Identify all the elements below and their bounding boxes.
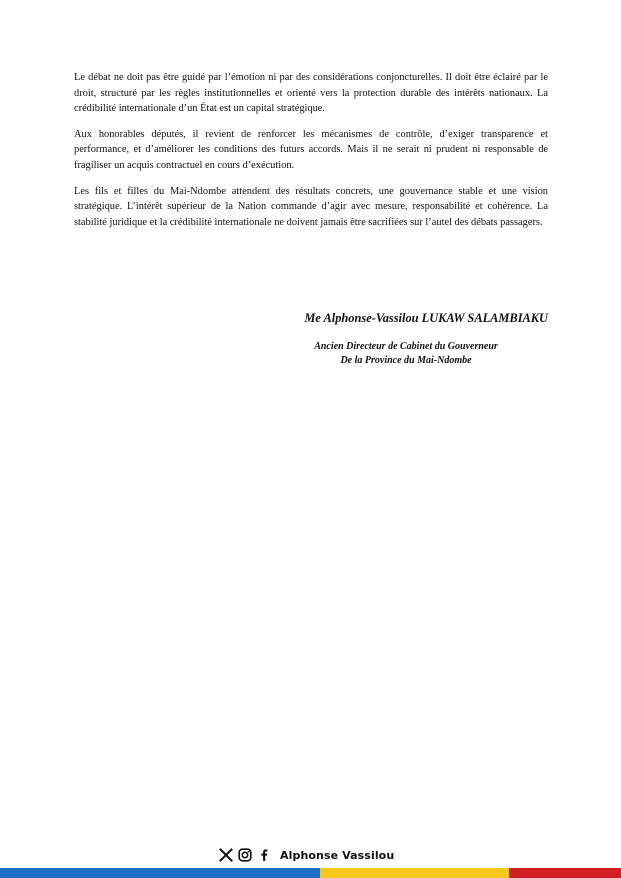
- paragraph: Le débat ne doit pas être guidé par l’émotion ni par des considérations conjoncturelles. Il doit être éclairé par le droit, structuré par les règles institutionnelles et orienté vers la protection durable des intérêts nationaux. La crédibilité internationale d’un État est un capital stratégique.: [74, 72, 548, 115]
- document-body: [74, 70, 548, 240]
- facebook-icon[interactable]: [257, 848, 271, 862]
- signatory-title-line-2: De la Province du Mai-Ndombe: [340, 354, 472, 366]
- flag-color-bar: [0, 868, 621, 878]
- instagram-icon[interactable]: [238, 848, 252, 862]
- x-icon[interactable]: [219, 848, 233, 862]
- flag-blue-segment: [0, 868, 320, 878]
- signatory-title-line-1: Ancien Directeur de Cabinet du Gouverneur: [314, 341, 498, 352]
- paragraph: Les fils et filles du Mai-Ndombe attendent des résultats concrets, une gouvernance stable et une vision stratégique. L’intérêt supérieur de la Nation commande d’agir avec mesure, responsabilité et cohérence. La stabilité juridique et la crédibilité internationale ne doivent jamais être sacrifiées sur l’autel des débats passagers.: [74, 185, 548, 228]
- footer-author-name: Alphonse Vassilou: [280, 848, 395, 862]
- footer: [0, 846, 621, 864]
- signature-block: [0, 310, 548, 366]
- signatory-name: Me Alphonse-Vassilou LUKAW SALAMBIAKU: [304, 311, 548, 325]
- flag-yellow-segment: [320, 868, 509, 878]
- signatory-titles: [296, 340, 516, 367]
- social-links: [219, 846, 394, 864]
- flag-red-segment: [509, 868, 621, 878]
- paragraph: Aux honorables députés, il revient de renforcer les mécanismes de contrôle, d’exiger transparence et performance, et d’améliorer les conditions des futurs accords. Mais il ne serait ni prudent ni responsable de fragiliser un acquis contractuel en cours d’exécution.: [74, 128, 548, 171]
